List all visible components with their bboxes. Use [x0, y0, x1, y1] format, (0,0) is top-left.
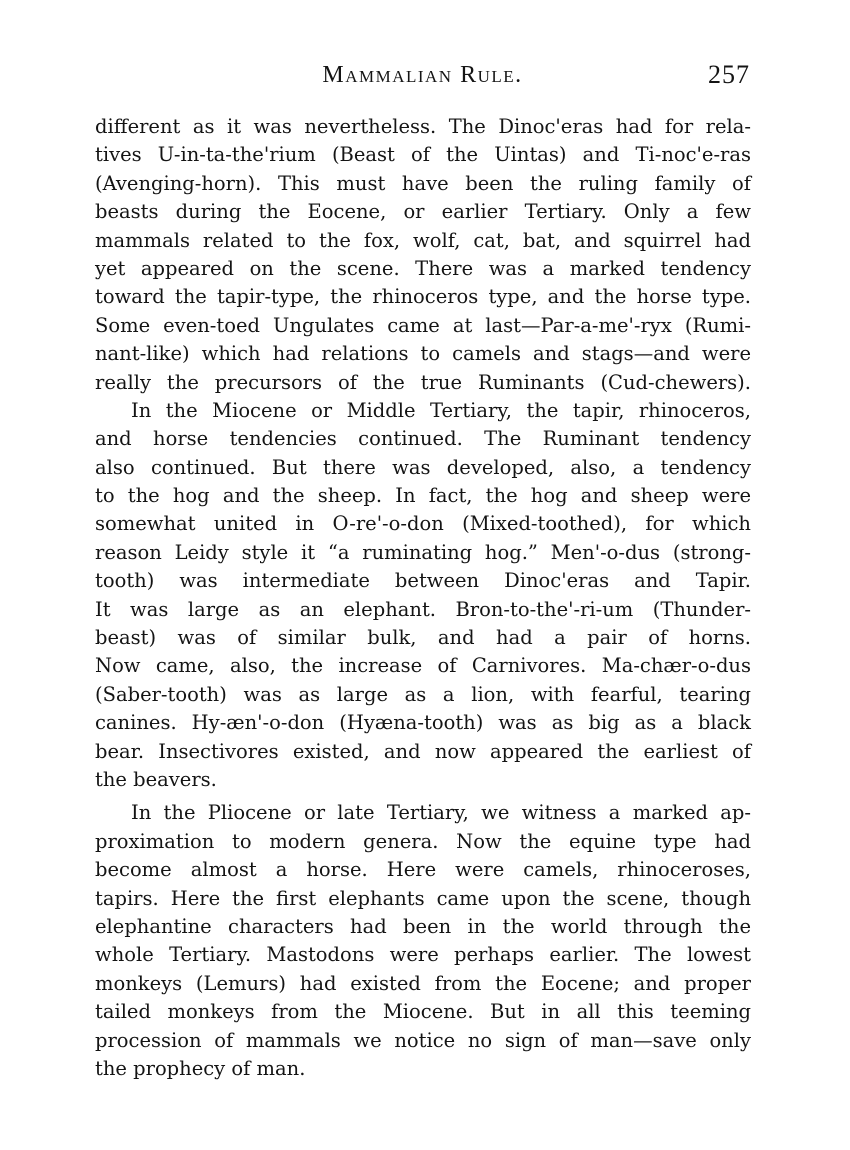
text-line: In the Miocene or Middle Tertiary, the tapir, rhinoceros, — [131, 398, 751, 422]
text-line: different as it was nevertheless. The Dinoc'eras had for rela- — [95, 115, 751, 138]
running-head — [95, 60, 750, 94]
text-line: In the Pliocene or late Tertiary, we witness a marked ap- — [131, 801, 751, 825]
text-line: tailed monkeys from the Miocene. But in all this teeming — [95, 1000, 751, 1024]
text-line: procession of mammals we notice no sign of man—save only — [95, 1028, 751, 1052]
text-line: nant-like) which had relations to camels and stags—and were — [95, 342, 751, 366]
text-line: (Saber-tooth) was as large as a lion, with fearful, tearing — [95, 682, 751, 706]
text-line: proximation to modern genera. Now the equine type had — [95, 829, 751, 853]
text-line: also continued. But there was developed, also, a tendency — [95, 455, 751, 479]
text-line: beast) was of similar bulk, and had a pair of horns. — [95, 626, 751, 650]
body-text — [95, 113, 751, 1083]
text-line: reason Leidy style it “a ruminating hog.” Men'-o-dus (strong- — [95, 540, 751, 564]
text-line: Now came, also, the increase of Carnivores. Ma-chær-o-dus — [95, 654, 751, 678]
text-line: beasts during the Eocene, or earlier Tertiary. Only a few — [95, 200, 751, 224]
text-line: whole Tertiary. Mastodons were perhaps earlier. The lowest — [95, 943, 751, 967]
text-line: tapirs. Here the first elephants came upon the scene, though — [95, 886, 751, 910]
text-line: the prophecy of man. — [95, 1056, 306, 1080]
text-line: the beavers. — [95, 767, 217, 791]
text-line: tooth) was intermediate between Dinoc'eras and Tapir. — [95, 569, 751, 593]
text-line: toward the tapir-type, the rhinoceros type, and the horse type. — [95, 285, 751, 309]
text-line: elephantine characters had been in the world through the — [95, 914, 751, 938]
text-line: (Avenging-horn). This must have been the ruling family of — [95, 171, 751, 195]
text-line: Some even-toed Ungulates came at last—Par-a-me'-ryx (Rumi- — [95, 313, 751, 337]
paragraph-2 — [95, 397, 751, 794]
text-line: mammals related to the fox, wolf, cat, bat, and squirrel had — [95, 228, 751, 252]
text-line: monkeys (Lemurs) had existed from the Eocene; and proper — [95, 971, 751, 995]
text-line: somewhat united in O-re'-o-don (Mixed-toothed), for which — [95, 512, 751, 536]
text-line: canines. Hy-æn'-o-don (Hyæna-tooth) was as big as a black — [95, 711, 751, 735]
text-line: and horse tendencies continued. The Ruminant tendency — [95, 427, 751, 451]
text-line: bear. Insectivores existed, and now appeared the earliest of — [95, 739, 751, 763]
text-line: really the precursors of the true Ruminants (Cud-chewers). — [95, 370, 751, 394]
paragraph-3 — [95, 799, 751, 1083]
page-number: 257 — [708, 60, 750, 89]
text-line: become almost a horse. Here were camels, rhinoceroses, — [95, 858, 751, 882]
text-line: It was large as an elephant. Bron-to-the'-ri-um (Thunder- — [95, 597, 751, 621]
text-line: yet appeared on the scene. There was a marked tendency — [95, 256, 751, 280]
text-line: tives U-in-ta-the'rium (Beast of the Uintas) and Ti-noc'e-ras — [95, 143, 751, 167]
paragraph-1 — [95, 113, 751, 397]
running-title: Mammalian Rule. — [322, 62, 523, 88]
text-line: to the hog and the sheep. In fact, the hog and sheep were — [95, 484, 751, 508]
